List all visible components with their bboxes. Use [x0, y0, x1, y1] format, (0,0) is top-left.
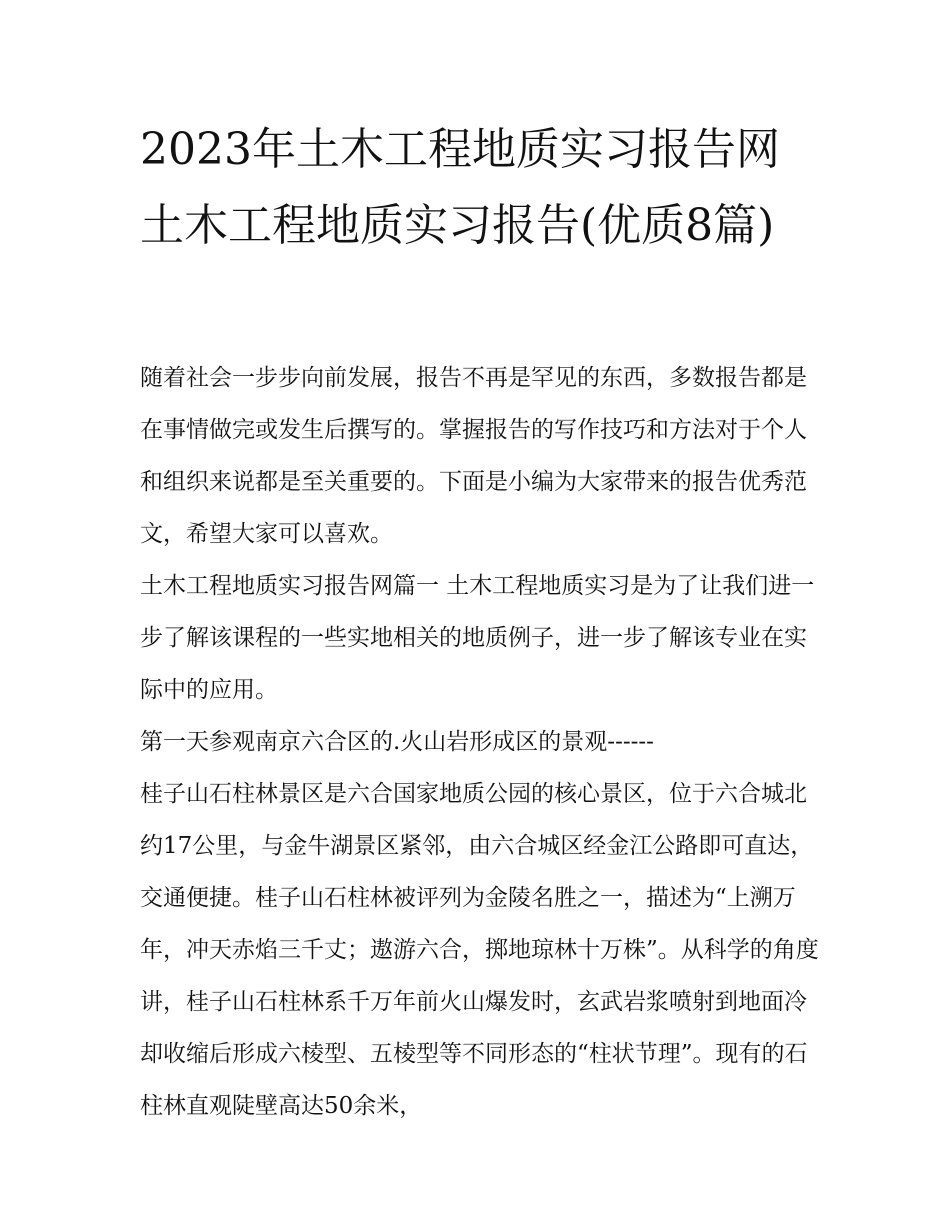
document-title: 2023年土木工程地质实习报告网 土木工程地质实习报告(优质8篇) [140, 124, 780, 251]
document-body [140, 352, 820, 1132]
paragraph-day-one: 第一天参观南京六合区的.火山岩形成区的景观------ [140, 729, 654, 755]
paragraph-guizishan: 桂子山石柱林景区是六合国家地质公园的核心景区，位于六合城北约17公里，与金牛湖景区紧邻，由六合城区经金江公路即可直达，交通便捷。桂子山石柱林被评列为金陵名胜之一，描述为“上溯万年，冲天赤焰三千丈；遨游六合，掷地琼林十万株”。从科学的角度讲，桂子山石柱林系千万年前火山爆发时，玄武岩浆喷射到地面冷却收缩后形成六棱型、五棱型等不同形态的“柱状节理”。现有的石柱林直观陡壁高达50余米， [140, 781, 819, 1119]
paragraph-report-one: 土木工程地质实习报告网篇一 土木工程地质实习是为了让我们进一步了解该课程的一些实地相关的地质例子，进一步了解该专业在实际中的应用。 [140, 573, 815, 703]
paragraph-intro: 随着社会一步步向前发展，报告不再是罕见的东西，多数报告都是在事情做完或发生后撰写的。掌握报告的写作技巧和方法对于个人和组织来说都是至关重要的。下面是小编为大家带来的报告优秀范文，希望大家可以喜欢。 [140, 365, 807, 547]
